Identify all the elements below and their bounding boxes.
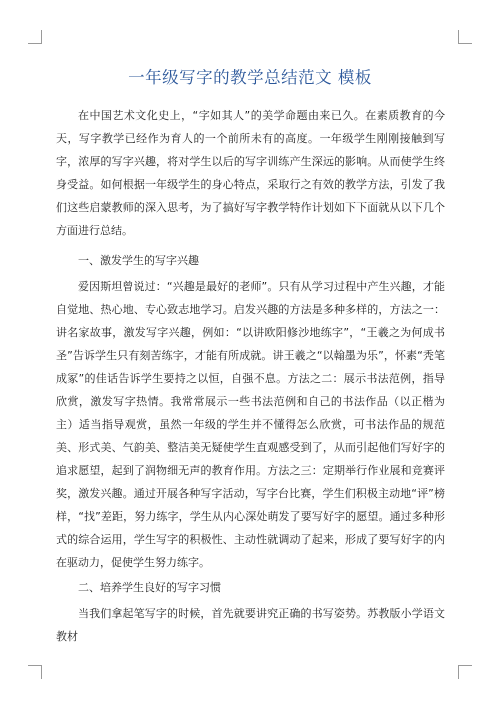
- document-body: [56, 104, 445, 648]
- section-1-paragraph: 爱因斯坦曾说过：“兴趣是最好的老师”。只有从学习过程中产生兴趣，才能自觉地、热心地、专心致志地学习。启发兴趣的方法是多种多样的，方法之一：讲名家故事，激发写字兴趣，例如：“以讲欧阳修沙地练字”，“王羲之为何成书圣”告诉学生只有刻苦练字，才能有所成就。讲王羲之“以翰墨为乐”，怀素“秃笔成冢”的佳话告诉学生要持之以恒，自强不息。方法之二：展示书法范例，指导欣赏，激发写字热情。我常常展示一些书法范例和自己的书法作品（以正楷为主）适当指导观赏，虽然一年级的学生并不懂得怎么欣赏，可书法作品的规范美、形式美、气韵美、整洁美无疑使学生直观感受到了，从而引起他们写好字的追求愿望，起到了润物细无声的教育作用。方法之三：定期举行作业展和竞赛评奖，激发兴趣。通过开展各种写字活动，写字台比赛，学生们积极主动地“评”榜样，“找”差距，努力练字，学生从内心深处萌发了要写好字的愿望。通过多种形式的综合运用，学生写字的积极性、主动性就调动了起来，形成了要写好字的内在驱动力，促使学生努力练字。: [56, 280, 445, 569]
- crop-mark-bottom-right: [458, 665, 472, 679]
- document-title: 一年级写字的教学总结范文 模板: [128, 68, 372, 87]
- section-2-paragraph: 当我们拿起笔写字的时候，首先就要讲究正确的书写姿势。苏教版小学语文教材: [56, 607, 445, 643]
- crop-mark-top-left: [28, 30, 42, 44]
- section-heading-1: 一、激发学生的写字兴趣: [78, 254, 199, 267]
- crop-mark-top-right: [458, 30, 472, 44]
- crop-mark-bottom-left: [28, 665, 42, 679]
- intro-paragraph: 在中国艺术文化史上，“字如其人”的美学命题由来已久。在素质教育的今天，写字教学已经作为育人的一个前所未有的高度。一年级学生刚刚接触到写字，浓厚的写字兴趣，将对学生以后的写字训练产生深远的影响。从而使学生终身受益。如何根据一年级学生的身心特点，采取行之有效的教学方法，引发了我们这些启蒙教师的深入思考，为了搞好写字教学特作计划如下下面就从以下几个方面进行总结。: [56, 109, 445, 237]
- section-heading-2: 二、培养学生良好的写字习惯: [78, 581, 221, 594]
